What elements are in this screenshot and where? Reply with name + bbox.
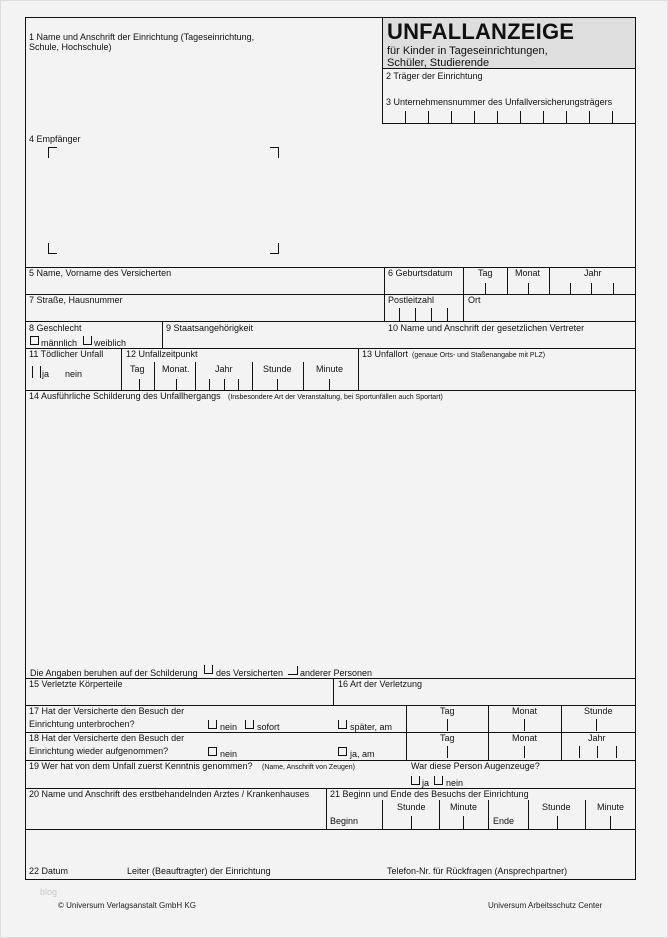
witness-yes-label: ja: [422, 778, 430, 788]
interrupted-hour-label: Stunde: [584, 706, 613, 716]
resumed-no-checkbox[interactable]: [208, 747, 217, 756]
nationality-input[interactable]: [165, 334, 382, 347]
divider: [382, 800, 383, 829]
divider: [25, 348, 636, 349]
accident-time-input[interactable]: [124, 376, 357, 389]
end-minute-label: Minute: [597, 802, 625, 812]
field-2-label: 2 Träger der Einrichtung: [386, 71, 483, 81]
resumed-yes-checkbox[interactable]: [338, 747, 347, 756]
first-informed-input[interactable]: [28, 772, 403, 786]
field-17-label: 17 Hat der Versicherte den Besuch der: [29, 706, 185, 716]
resumed-date-input[interactable]: [408, 744, 634, 758]
field-14-hint: (Insbesondere Art der Veranstaltung, bei Sportunfällen auch Sportart): [228, 394, 443, 401]
tick: [297, 666, 298, 674]
legal-guardian-input[interactable]: [386, 334, 634, 347]
doctor-input[interactable]: [28, 800, 324, 828]
form-title: UNFALLANZEIGE: [387, 19, 575, 44]
interrupted-day-label: Tag: [440, 706, 455, 716]
field-9-label: 9 Staatsangehörigkeit: [166, 323, 254, 333]
field-20-label: 20 Name und Anschrift des erstbehandelnden Arztes / Krankenhauses: [29, 789, 310, 799]
divider: [528, 800, 529, 829]
field-1-input[interactable]: [28, 55, 378, 125]
footer-copyright: © Universum Verlagsanstalt GmbH KG: [58, 901, 196, 910]
accident-location-input[interactable]: [361, 361, 634, 389]
interrupted-immediately-label: sofort: [257, 722, 280, 732]
field-1-label-2: Schule, Hochschule): [29, 42, 112, 52]
divider: [121, 348, 122, 390]
witness-no-label: nein: [446, 778, 464, 788]
watermark: blog: [40, 887, 58, 897]
injury-type-input[interactable]: [336, 690, 634, 704]
city-label: Ort: [468, 295, 481, 305]
end-label: Ende: [493, 816, 515, 826]
resumed-year-label: Jahr: [588, 733, 606, 743]
divider: [463, 294, 464, 321]
interrupted-immediately-checkbox[interactable]: [245, 720, 254, 729]
witness-question-label: War diese Person Augenzeuge?: [411, 761, 540, 771]
female-label: weiblich: [94, 338, 127, 348]
field-3-input[interactable]: [384, 108, 634, 122]
female-checkbox[interactable]: [83, 336, 92, 345]
resumed-day-label: Tag: [440, 733, 455, 743]
field-17-label-2: Einrichtung unterbrochen?: [29, 719, 135, 729]
birth-year-label: Jahr: [584, 268, 602, 278]
interrupted-later-label: später, am: [350, 722, 393, 732]
basis-label: Die Angaben beruhen auf der Schilderung: [30, 668, 198, 678]
resumed-yes-label: ja, am: [350, 749, 375, 759]
birthdate-input[interactable]: [464, 278, 634, 293]
interrupted-no-checkbox[interactable]: [208, 720, 217, 729]
form-subtitle-2: Schüler, Studierende: [387, 57, 490, 69]
begin-hour-label: Stunde: [397, 802, 426, 812]
begin-label: Beginn: [330, 816, 359, 826]
divider: [358, 348, 359, 390]
field-14-label: 14 Ausführliche Schilderung des Unfallhergangs: [29, 391, 221, 401]
accident-day-label: Tag: [130, 364, 145, 374]
footer-publisher: Universum Arbeitsschutz Center: [488, 901, 603, 910]
director-label: Leiter (Beauftragter) der Einrichtung: [127, 866, 271, 876]
postal-code-label: Postleitzahl: [388, 295, 435, 305]
witness-no-checkbox[interactable]: [434, 776, 443, 785]
field-1-label: 1 Name und Anschrift der Einrichtung (Tageseinrichtung,: [29, 32, 255, 42]
basis-others-checkbox[interactable]: [288, 674, 298, 675]
birth-day-label: Tag: [478, 268, 493, 278]
title-box: [382, 17, 636, 69]
divider: [382, 69, 383, 123]
interrupted-month-label: Monat: [512, 706, 538, 716]
interrupted-date-input[interactable]: [408, 717, 634, 731]
basis-insured-label: des Versicherten: [216, 668, 284, 678]
field-10-label: 10 Name und Anschrift der gesetzlichen Vertreter: [388, 323, 585, 333]
accident-hour-label: Stunde: [263, 364, 292, 374]
field-13-hint: (genaue Orts- und Staßenangabe mit PLZ): [412, 352, 546, 359]
divider: [333, 678, 334, 705]
interrupted-no-label: nein: [220, 722, 238, 732]
begin-time-input[interactable]: [384, 812, 487, 827]
injured-body-parts-input[interactable]: [28, 690, 331, 704]
divider: [25, 829, 636, 830]
field-19-hint: (Name, Anschrift von Zeugen): [262, 764, 355, 771]
basis-insured-checkbox[interactable]: [204, 665, 213, 674]
postal-code-input[interactable]: [386, 306, 462, 320]
divider: [25, 321, 636, 322]
field-19-label: 19 Wer hat von dem Unfall zuerst Kenntnis genommen?: [29, 761, 253, 771]
field-3-label: 3 Unternehmensnummer des Unfallversicherungsträgers: [386, 97, 613, 107]
field-6-label: 6 Geburtsdatum: [388, 268, 453, 278]
interrupted-later-checkbox[interactable]: [338, 720, 347, 729]
date-label: 22 Datum: [29, 866, 69, 876]
signature-area[interactable]: [28, 831, 634, 863]
street-input[interactable]: [28, 306, 382, 320]
male-checkbox[interactable]: [30, 336, 39, 345]
field-21-label: 21 Beginn und Ende des Besuchs der Einrichtung: [330, 789, 529, 799]
fatal-yes-checkbox[interactable]: [32, 366, 33, 378]
birth-month-label: Monat: [515, 268, 541, 278]
field-15-label: 15 Verletzte Körperteile: [29, 679, 123, 689]
recipient-address-input[interactable]: [50, 150, 278, 250]
accident-year-label: Jahr: [215, 364, 233, 374]
field-8-label: 8 Geschlecht: [29, 323, 82, 333]
field-11-label: 11 Tödlicher Unfall: [29, 349, 104, 359]
end-hour-label: Stunde: [542, 802, 571, 812]
fatal-yes-label: ja: [42, 369, 50, 379]
fatal-no-label[interactable]: nein: [65, 369, 83, 379]
accident-description-input[interactable]: [28, 404, 634, 664]
field-18-label-2: Einrichtung wieder aufgenommen?: [29, 746, 169, 756]
accident-minute-label: Minute: [316, 364, 344, 374]
field-12-label: 12 Unfallzeitpunkt: [126, 349, 198, 359]
field-16-label: 16 Art der Verletzung: [338, 679, 423, 689]
form-subtitle-1: für Kinder in Tageseinrichtungen,: [387, 45, 548, 57]
basis-others-label: anderer Personen: [300, 668, 373, 678]
end-time-input[interactable]: [530, 812, 634, 827]
male-label: männlich: [41, 338, 78, 348]
field-3-baseline: [382, 123, 636, 124]
field-5-label: 5 Name, Vorname des Versicherten: [29, 268, 172, 278]
field-13-label: 13 Unfallort: [362, 349, 409, 359]
phone-label: Telefon-Nr. für Rückfragen (Ansprechpartner): [387, 866, 568, 876]
tick: [40, 366, 41, 378]
witness-yes-checkbox[interactable]: [411, 776, 420, 785]
city-input[interactable]: [465, 306, 634, 320]
begin-minute-label: Minute: [450, 802, 478, 812]
resumed-no-label: nein: [220, 749, 238, 759]
field-18-label: 18 Hat der Versicherte den Besuch der: [29, 733, 185, 743]
divider: [326, 788, 327, 829]
divider: [162, 321, 163, 348]
divider: [488, 800, 489, 829]
field-4-label: 4 Empfänger: [29, 134, 81, 144]
field-7-label: 7 Straße, Hausnummer: [29, 295, 123, 305]
name-input[interactable]: [28, 279, 382, 293]
accident-month-label: Monat.: [162, 364, 190, 374]
resumed-month-label: Monat: [512, 733, 538, 743]
